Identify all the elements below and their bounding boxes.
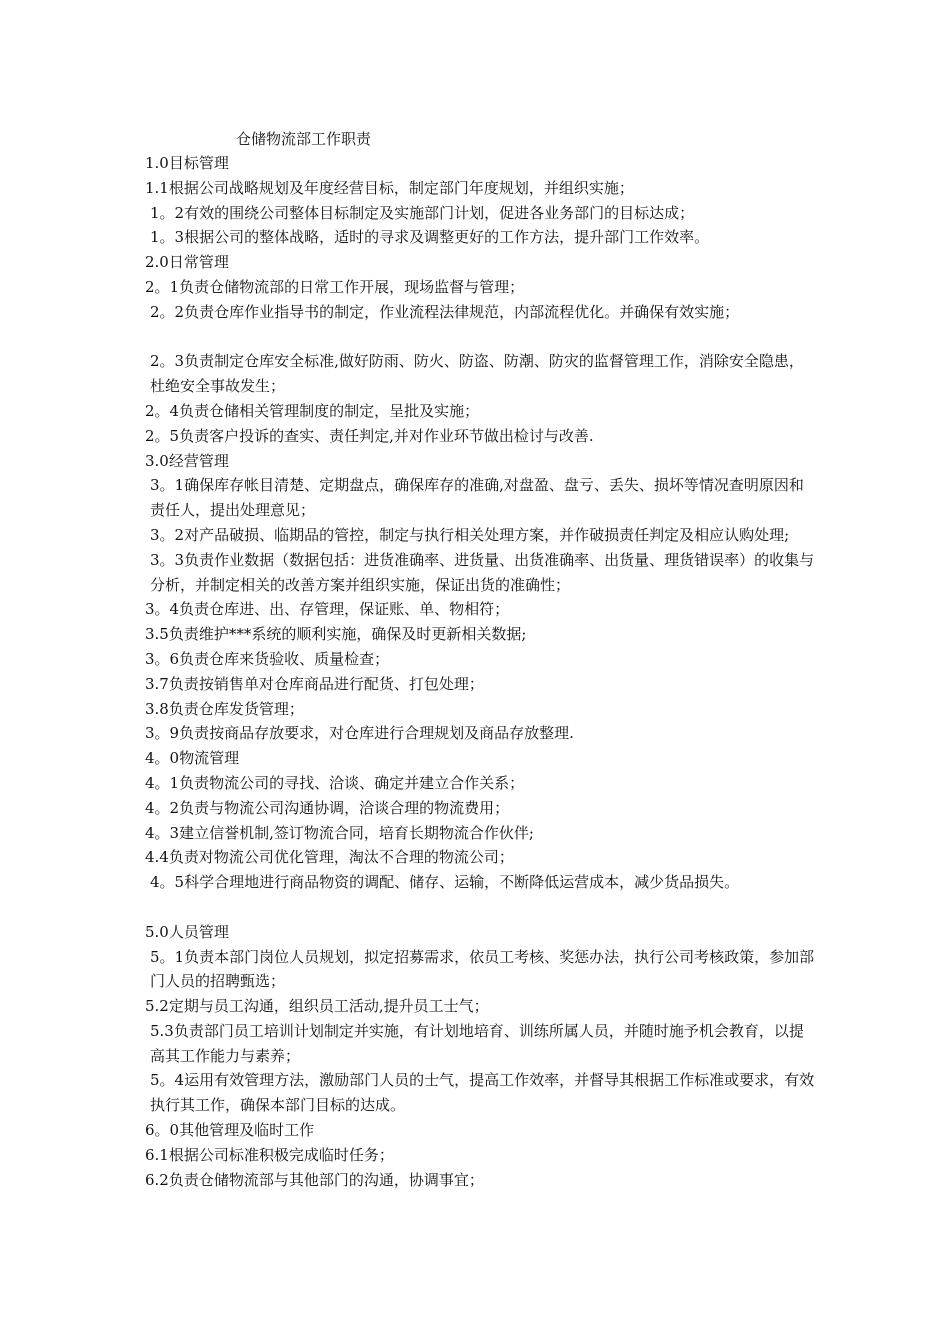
section-heading: 3.0经营管理 bbox=[145, 451, 229, 470]
paragraph-line: 3。9负责按商品存放要求，对仓库进行合理规划及商品存放整理. bbox=[145, 724, 574, 743]
paragraph-line: 4。5科学合理地进行商品物资的调配、储存、运输，不断降低运营成本，减少货品损失。 bbox=[150, 873, 740, 892]
paragraph-line: 2。4负责仓储相关管理制度的制定，呈批及实施； bbox=[145, 401, 480, 420]
paragraph-line: 4。3建立信誉机制,签订物流合同，培育长期物流合作伙伴; bbox=[145, 823, 534, 842]
paragraph-line: 5.2定期与员工沟通，组织员工活动,提升员工士气； bbox=[145, 997, 489, 1016]
section-heading: 2.0日常管理 bbox=[145, 253, 229, 272]
paragraph-line: 5。4运用有效管理方法，激励部门人员的士气，提高工作效率，并督导其根据工作标准或要求，有效执行其工作，确保本部门目标的达成。 bbox=[150, 1071, 815, 1115]
paragraph-line: 3。4负责仓库进、出、存管理，保证账、单、物相符； bbox=[145, 600, 510, 619]
paragraph-line: 3。2对产品破损、临期品的管控，制定与执行相关处理方案，并作破损责任判定及相应认购处理; bbox=[150, 525, 790, 544]
paragraph-line: 6.1根据公司标准积极完成临时任务； bbox=[145, 1145, 394, 1164]
paragraph-line: 2。2负责仓库作业指导书的制定，作业流程法律规范，内部流程优化。并确保有效实施； bbox=[150, 302, 740, 321]
document-title: 仓储物流部工作职责 bbox=[236, 130, 372, 148]
paragraph-line: 2。1负责仓储物流部的日常工作开展，现场监督与管理； bbox=[145, 277, 525, 296]
paragraph-line: 3.5负责维护***系统的顺利实施，确保及时更新相关数据; bbox=[145, 625, 527, 644]
document-body bbox=[145, 151, 825, 1192]
section-heading: 6。0其他管理及临时工作 bbox=[145, 1121, 315, 1140]
paragraph-line: 5.3负责部门员工培训计划制定并实施，有计划地培育、训练所属人员，并随时施予机会教育，以提高其工作能力与素养； bbox=[150, 1021, 804, 1065]
paragraph-line: 3。1确保库存帐目清楚、定期盘点，确保库存的准确,对盘盈、盘亏、丢失、损坏等情况查明原因和责任人，提出处理意见； bbox=[150, 476, 804, 520]
section-heading: 4。0物流管理 bbox=[145, 749, 240, 768]
paragraph-line: 1。2有效的围绕公司整体目标制定及实施部门计划，促进各业务部门的目标达成； bbox=[150, 203, 695, 222]
paragraph-line: 2。3负责制定仓库安全标准,做好防雨、防火、防盗、防潮、防灾的监督管理工作，消除安全隐患，杜绝安全事故发生； bbox=[150, 352, 804, 396]
paragraph-line: 6.2负责仓储物流部与其他部门的沟通，协调事宜； bbox=[145, 1170, 484, 1189]
section-heading: 1.0目标管理 bbox=[145, 154, 229, 172]
paragraph-line: 3.8负责仓库发货管理； bbox=[145, 699, 304, 718]
paragraph-line: 1。3根据公司的整体战略，适时的寻求及调整更好的工作方法，提升部门工作效率。 bbox=[150, 228, 710, 247]
paragraph-line: 3。3负责作业数据（数据包括：进货准确率、进货量、出货准确率、出货量、理货错误率）的收集与分析，并制定相关的改善方案并组织实施，保证出货的准确性； bbox=[150, 550, 815, 594]
paragraph-line: 5。1负责本部门岗位人员规划，拟定招募需求，依员工考核、奖惩办法，执行公司考核政策，参加部门人员的招聘甄选； bbox=[150, 947, 815, 991]
paragraph-line: 4。2负责与物流公司沟通协调，洽谈合理的物流费用； bbox=[145, 798, 510, 817]
blank-line bbox=[145, 325, 825, 350]
blank-line bbox=[145, 895, 825, 920]
paragraph-line: 2。5负责客户投诉的查实、责任判定,并对作业环节做出检讨与改善. bbox=[145, 426, 594, 445]
paragraph-line: 3。6负责仓库来货验收、质量检查； bbox=[145, 649, 390, 668]
paragraph-line: 1.1根据公司战略规划及年度经营目标，制定部门年度规划，并组织实施； bbox=[145, 178, 634, 197]
section-heading: 5.0人员管理 bbox=[145, 922, 229, 941]
paragraph-line: 4.4负责对物流公司优化管理，淘汰不合理的物流公司； bbox=[145, 848, 514, 867]
paragraph-line: 3.7负责按销售单对仓库商品进行配货、打包处理； bbox=[145, 674, 484, 693]
paragraph-line: 4。1负责物流公司的寻找、洽谈、确定并建立合作关系； bbox=[145, 773, 525, 792]
